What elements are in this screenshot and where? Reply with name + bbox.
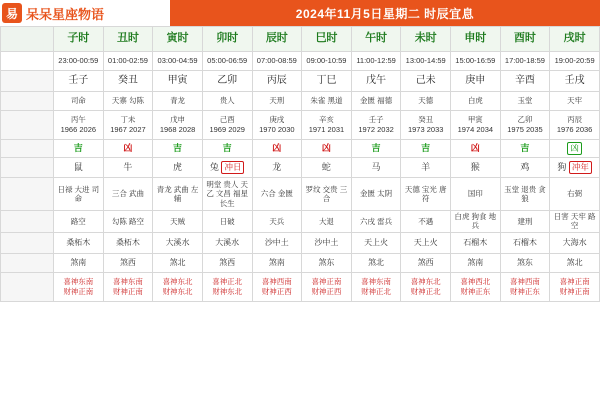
cell-jixiong: 凶 xyxy=(550,140,600,158)
row-label xyxy=(1,92,54,111)
cell-chong: 乙卯 1975 2035 xyxy=(500,111,550,140)
cell-xiongsha: 勾陈 路空 xyxy=(103,211,153,233)
cell-chongsha: 煞西 xyxy=(202,253,252,272)
cell-hour-name: 卯时 xyxy=(202,27,252,52)
cell-hour-name: 午时 xyxy=(351,27,401,52)
cell-ganzhi: 戊午 xyxy=(351,71,401,92)
cell-shen: 贵人 xyxy=(202,92,252,111)
row-label xyxy=(1,52,54,71)
cell-caishen: 喜神东北 财神东北 xyxy=(153,272,203,301)
cell-jixiong: 吉 xyxy=(153,140,203,158)
cell-jixiong: 吉 xyxy=(202,140,252,158)
cell-ganzhi: 己未 xyxy=(401,71,451,92)
cell-hour-range: 15:00-16:59 xyxy=(451,52,501,71)
row-shengxiao xyxy=(1,158,600,178)
cell-wuxing: 石榴木 xyxy=(500,232,550,253)
cell-jixiong: 吉 xyxy=(54,140,104,158)
cell-jixiong: 凶 xyxy=(252,140,302,158)
cell-ganzhi: 庚申 xyxy=(451,71,501,92)
cell-shen: 朱雀 黑道 xyxy=(302,92,352,111)
cell-caishen: 喜神西南 财神正西 xyxy=(252,272,302,301)
row-label xyxy=(1,158,54,178)
cell-chongsha: 煞南 xyxy=(252,253,302,272)
cell-hour-range: 23:00-00:59 xyxy=(54,52,104,71)
cell-chongsha: 煞南 xyxy=(451,253,501,272)
cell-caishen: 喜神正北 财神东北 xyxy=(202,272,252,301)
cell-shengxiao: 蛇 xyxy=(302,158,352,178)
cell-shengxiao: 虎 xyxy=(153,158,203,178)
cell-caishen: 喜神东南 财神正南 xyxy=(103,272,153,301)
cell-hour-range: 01:00-02:59 xyxy=(103,52,153,71)
cell-shen: 天牢 xyxy=(550,92,600,111)
cell-jishen: 右弼 xyxy=(550,178,600,211)
cell-chongsha: 煞西 xyxy=(401,253,451,272)
row-label xyxy=(1,211,54,233)
row-hour-name xyxy=(1,27,600,52)
cell-shengxiao: 牛 xyxy=(103,158,153,178)
cell-jishen: 三合 武曲 xyxy=(103,178,153,211)
cell-wuxing: 沙中土 xyxy=(252,232,302,253)
cell-chongsha: 煞东 xyxy=(500,253,550,272)
cell-xiongsha: 天兵 xyxy=(252,211,302,233)
cell-jishen: 罗纹 交贵 三合 xyxy=(302,178,352,211)
row-jixiong xyxy=(1,140,600,158)
cell-wuxing: 大海水 xyxy=(550,232,600,253)
cell-xiongsha: 白虎 狗食 地兵 xyxy=(451,211,501,233)
cell-hour-range: 09:00-10:59 xyxy=(302,52,352,71)
cell-shengxiao: 鼠 xyxy=(54,158,104,178)
row-label xyxy=(1,71,54,92)
cell-jishen: 明堂 贵人 天乙 文昌 福星 长生 xyxy=(202,178,252,211)
cell-shen: 司命 xyxy=(54,92,104,111)
cell-ganzhi: 甲寅 xyxy=(153,71,203,92)
brand-name: 呆呆星座物语 xyxy=(26,6,105,22)
cell-shen: 玉堂 xyxy=(500,92,550,111)
cell-shengxiao: 羊 xyxy=(401,158,451,178)
cell-chong: 甲寅 1974 2034 xyxy=(451,111,501,140)
cell-hour-range: 17:00-18:59 xyxy=(500,52,550,71)
cell-jishen: 天德 宝光 唐符 xyxy=(401,178,451,211)
cell-jishen: 玉堂 退贵 贪狼 xyxy=(500,178,550,211)
cell-chong: 己酉 1969 2029 xyxy=(202,111,252,140)
cell-ganzhi: 壬戌 xyxy=(550,71,600,92)
cell-xiongsha: 路空 xyxy=(54,211,104,233)
cell-ganzhi: 乙卯 xyxy=(202,71,252,92)
page-title: 2024年11月5日星期二 时辰宜息 xyxy=(170,0,600,26)
cell-hour-range: 13:00-14:59 xyxy=(401,52,451,71)
cell-jixiong: 吉 xyxy=(401,140,451,158)
cell-caishen: 喜神正南 财神正南 xyxy=(550,272,600,301)
cell-wuxing: 石榴木 xyxy=(451,232,501,253)
cell-shen: 天德 xyxy=(401,92,451,111)
cell-hour-name: 申时 xyxy=(451,27,501,52)
cell-jishen: 六合 金匮 xyxy=(252,178,302,211)
row-label xyxy=(1,111,54,140)
cell-hour-name: 寅时 xyxy=(153,27,203,52)
cell-caishen: 喜神东南 财神正北 xyxy=(351,272,401,301)
cell-shen: 天寨 勾陈 xyxy=(103,92,153,111)
brand xyxy=(0,3,170,23)
cell-chong: 戊申 1968 2028 xyxy=(153,111,203,140)
row-label xyxy=(1,253,54,272)
cell-shen: 金匮 福德 xyxy=(351,92,401,111)
cell-hour-range: 07:00-08:59 xyxy=(252,52,302,71)
cell-shen: 白虎 xyxy=(451,92,501,111)
cell-wuxing: 天上火 xyxy=(351,232,401,253)
row-label xyxy=(1,178,54,211)
cell-shen: 青龙 xyxy=(153,92,203,111)
cell-jishen: 日禄 大进 司命 xyxy=(54,178,104,211)
top-bar xyxy=(0,0,600,26)
cell-jixiong: 凶 xyxy=(103,140,153,158)
cell-chong: 壬子 1972 2032 xyxy=(351,111,401,140)
cell-wuxing: 大溪水 xyxy=(202,232,252,253)
cell-chong: 丙午 1966 2026 xyxy=(54,111,104,140)
row-label xyxy=(1,232,54,253)
row-hour-range xyxy=(1,52,600,71)
cell-hour-name: 辰时 xyxy=(252,27,302,52)
row-caishen xyxy=(1,272,600,301)
cell-chong: 丁未 1967 2027 xyxy=(103,111,153,140)
row-shen xyxy=(1,92,600,111)
cell-jixiong: 吉 xyxy=(351,140,401,158)
cell-chongsha: 煞南 xyxy=(54,253,104,272)
hour-fortune-table xyxy=(0,26,600,302)
cell-jishen: 金匮 太阴 xyxy=(351,178,401,211)
row-chongsha xyxy=(1,253,600,272)
cell-caishen: 喜神正南 财神正西 xyxy=(302,272,352,301)
cell-hour-name: 酉时 xyxy=(500,27,550,52)
cell-xiongsha: 大退 xyxy=(302,211,352,233)
cell-chongsha: 煞北 xyxy=(351,253,401,272)
cell-caishen: 喜神西北 财神正东 xyxy=(451,272,501,301)
cell-shengxiao: 龙 xyxy=(252,158,302,178)
cell-jixiong: 凶 xyxy=(451,140,501,158)
cell-xiongsha: 六戌 雷兵 xyxy=(351,211,401,233)
cell-hour-range: 11:00-12:59 xyxy=(351,52,401,71)
cell-wuxing: 桑柘木 xyxy=(54,232,104,253)
row-label xyxy=(1,27,54,52)
cell-xiongsha: 建刑 xyxy=(500,211,550,233)
cell-wuxing: 沙中土 xyxy=(302,232,352,253)
cell-xiongsha: 不遇 xyxy=(401,211,451,233)
cell-chong: 庚戌 1970 2030 xyxy=(252,111,302,140)
cell-hour-range: 05:00-06:59 xyxy=(202,52,252,71)
cell-jishen: 青龙 武曲 左辅 xyxy=(153,178,203,211)
cell-chong: 辛亥 1971 2031 xyxy=(302,111,352,140)
brand-logo-icon: 易 xyxy=(2,3,22,23)
cell-chongsha: 煞西 xyxy=(103,253,153,272)
cell-wuxing: 桑柘木 xyxy=(103,232,153,253)
cell-hour-range: 03:00-04:59 xyxy=(153,52,203,71)
cell-chongsha: 煞北 xyxy=(550,253,600,272)
row-wuxing xyxy=(1,232,600,253)
row-jishen xyxy=(1,178,600,211)
cell-hour-name: 子时 xyxy=(54,27,104,52)
cell-chongsha: 煞北 xyxy=(153,253,203,272)
cell-jixiong: 凶 xyxy=(302,140,352,158)
cell-caishen: 喜神西南 财神正东 xyxy=(500,272,550,301)
cell-chong: 丙辰 1976 2036 xyxy=(550,111,600,140)
cell-shengxiao: 兔 冲日 xyxy=(202,158,252,178)
cell-jixiong: 吉 xyxy=(500,140,550,158)
cell-hour-name: 戌时 xyxy=(550,27,600,52)
cell-ganzhi: 丙辰 xyxy=(252,71,302,92)
cell-hour-name: 巳时 xyxy=(302,27,352,52)
row-ganzhi xyxy=(1,71,600,92)
cell-shengxiao: 马 xyxy=(351,158,401,178)
row-label xyxy=(1,140,54,158)
cell-chongsha: 煞东 xyxy=(302,253,352,272)
row-xiongsha xyxy=(1,211,600,233)
row-chong xyxy=(1,111,600,140)
cell-ganzhi: 辛酉 xyxy=(500,71,550,92)
cell-caishen: 喜神东北 财神正北 xyxy=(401,272,451,301)
cell-shen: 天刑 xyxy=(252,92,302,111)
cell-hour-name: 丑时 xyxy=(103,27,153,52)
cell-ganzhi: 癸丑 xyxy=(103,71,153,92)
cell-shengxiao: 鸡 xyxy=(500,158,550,178)
cell-wuxing: 大溪水 xyxy=(153,232,203,253)
cell-ganzhi: 壬子 xyxy=(54,71,104,92)
cell-xiongsha: 天贼 xyxy=(153,211,203,233)
cell-xiongsha: 日破 xyxy=(202,211,252,233)
row-label xyxy=(1,272,54,301)
cell-shengxiao: 猴 xyxy=(451,158,501,178)
cell-hour-range: 19:00-20:59 xyxy=(550,52,600,71)
cell-hour-name: 未时 xyxy=(401,27,451,52)
cell-wuxing: 天上火 xyxy=(401,232,451,253)
cell-chong: 癸丑 1973 2033 xyxy=(401,111,451,140)
cell-jishen: 国印 xyxy=(451,178,501,211)
cell-ganzhi: 丁巳 xyxy=(302,71,352,92)
cell-xiongsha: 日害 天牢 路空 xyxy=(550,211,600,233)
cell-caishen: 喜神东南 财神正南 xyxy=(54,272,104,301)
cell-shengxiao: 狗 冲年 xyxy=(550,158,600,178)
